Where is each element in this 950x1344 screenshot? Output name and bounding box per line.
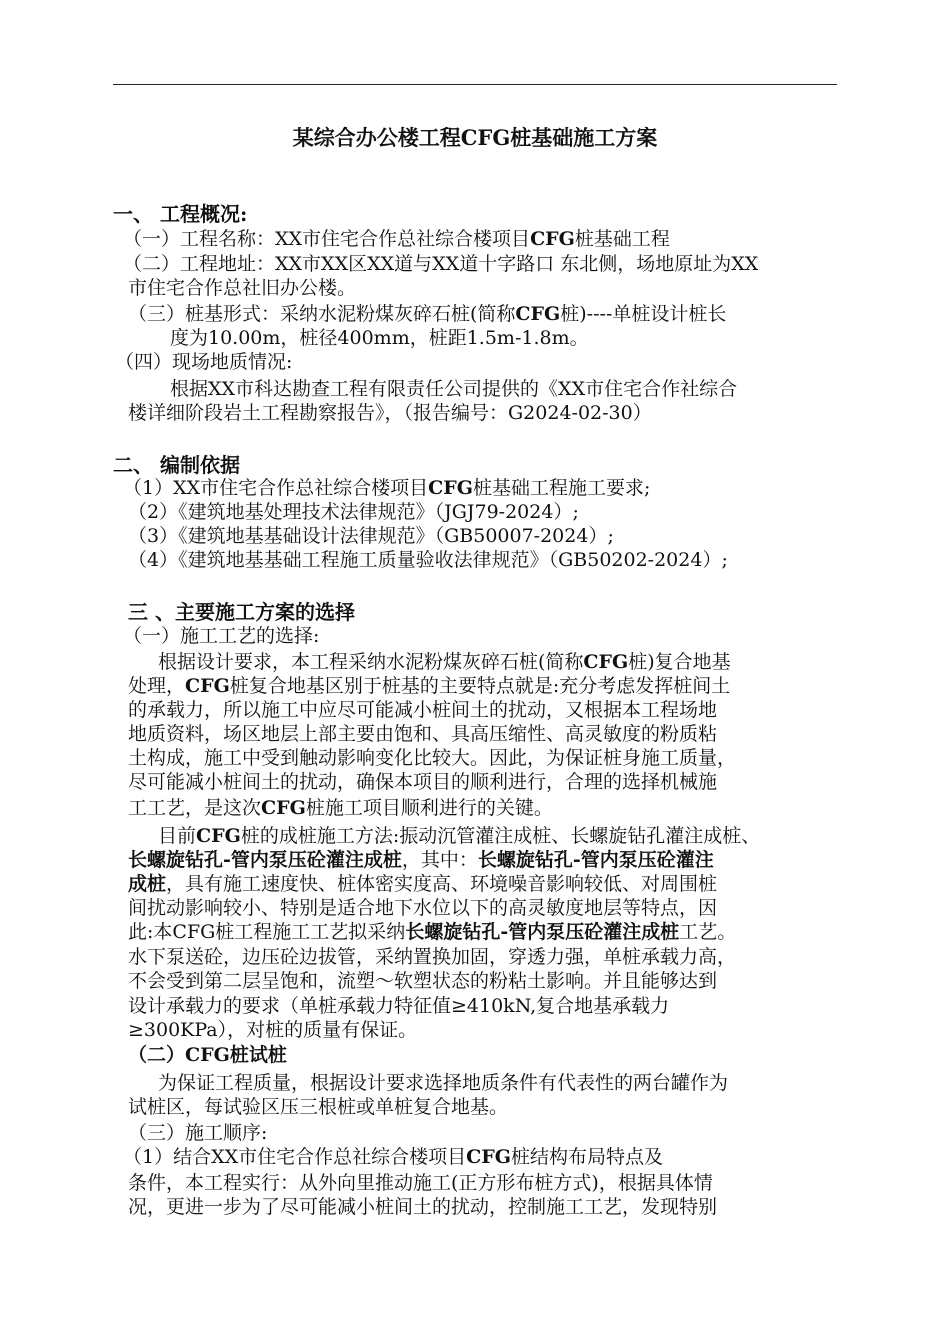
text-run: 桩施工项目顺利进行的关键。 xyxy=(305,797,553,819)
text-line xyxy=(170,326,589,350)
text-line xyxy=(128,1195,717,1219)
text-run: 间扰动影响较小、特别是适合地下水位以下的高灵敏度地层等特点，因 xyxy=(128,897,718,919)
text-run: （4）《建筑地基基础工程施工质量验收法律规范》（GB50202-2024）; xyxy=(128,549,728,571)
text-run: CFG xyxy=(185,675,230,697)
text-run: CFG xyxy=(428,477,473,499)
text-run: 楼详细阶段岩土工程勘察报告》，（报告编号：G2024-02-30） xyxy=(128,402,652,424)
text-line xyxy=(128,548,728,572)
text-line xyxy=(123,227,670,251)
text-run: 三 、主要施工方案的选择 xyxy=(128,600,355,624)
text-run: 不会受到第二层呈饱和，流塑～软塑状态的粉粘土影响。并且能够达到 xyxy=(128,970,718,992)
text-run: （二）CFG桩试桩 xyxy=(128,1044,287,1066)
text-line xyxy=(128,1121,267,1145)
text-run: 桩的成桩施工方法:振动沉管灌注成桩、长螺旋钻孔灌注成桩、 xyxy=(240,825,761,847)
text-line xyxy=(128,896,717,920)
text-run: 试桩区，每试验区压三根桩或单桩复合地基。 xyxy=(128,1096,509,1118)
text-run: 设计承载力的要求（单桩承载力特征值≥410kN,复合地基承载力 xyxy=(128,995,670,1017)
text-line xyxy=(128,872,717,896)
text-run: 此:本CFG桩工程施工工艺拟采纳 xyxy=(128,921,406,943)
text-run: CFG xyxy=(583,651,629,673)
text-run: 成桩 xyxy=(128,873,167,895)
text-line xyxy=(128,1043,287,1067)
text-line xyxy=(128,1171,838,1195)
text-run: （二）工程地址：XX市XX区XX道与XX道十字路口 东北侧，场地原址为XX xyxy=(123,253,759,275)
text-run: 根据设计要求，本工程采纳水泥粉煤灰碎石桩(简称 xyxy=(158,651,584,673)
text-run: 长螺旋钻孔-管内泵压砼灌注成桩 xyxy=(128,849,402,871)
text-line xyxy=(128,1018,417,1042)
text-run: 处理， xyxy=(128,675,186,697)
header-rule xyxy=(113,84,837,85)
text-line xyxy=(128,401,652,425)
text-line xyxy=(128,722,717,746)
text-line xyxy=(170,377,737,401)
text-run: 的承载力，所以施工中应尽可能减小桩间土的扰动，又根据本工程场地 xyxy=(128,699,718,721)
text-run: CFG xyxy=(530,228,575,250)
text-line xyxy=(115,350,292,374)
text-run: CFG xyxy=(466,1146,511,1168)
text-run: 桩)----单桩设计桩长 xyxy=(560,303,727,325)
text-line xyxy=(123,476,650,500)
text-line xyxy=(128,276,356,300)
text-run: 长螺旋钻孔-管内泵压砼灌注成桩 xyxy=(405,921,680,943)
text-run: ，具有施工速度快、桩体密实度高、环境噪音影响较低、对周围桩 xyxy=(166,873,718,895)
text-run: 地质资料，场区地层上部主要由饱和、具高压缩性、高灵敏度的粉质粘 xyxy=(128,723,718,745)
text-run: 土构成，施工中受到触动影响变化比较大。因此，为保证桩身施工质量， xyxy=(128,747,737,769)
text-run: （一）施工工艺的选择: xyxy=(123,625,320,647)
text-run: 二、 编制依据 xyxy=(113,453,240,477)
text-line xyxy=(123,252,758,276)
text-run: 桩基础工程 xyxy=(574,228,670,250)
text-line xyxy=(123,1145,735,1169)
text-line xyxy=(128,674,730,698)
text-line xyxy=(128,524,614,548)
text-run: 度为10.00m，桩径400mm，桩距1.5m-1.8m。 xyxy=(170,327,589,349)
section-heading xyxy=(113,202,247,226)
text-run: 桩结构布局特点及 xyxy=(511,1146,664,1168)
text-run: ，其中： xyxy=(401,849,478,871)
text-run: CFG xyxy=(261,797,306,819)
section-heading xyxy=(128,600,355,624)
text-run: 工工艺，是这次 xyxy=(128,797,262,819)
text-run: 目前 xyxy=(158,825,197,847)
text-run: 市住宅合作总社旧办公楼。 xyxy=(128,277,357,299)
text-run: 桩基础工程施工要求; xyxy=(473,477,651,499)
text-line xyxy=(158,1071,728,1095)
text-line xyxy=(128,698,717,722)
text-line xyxy=(128,302,726,326)
text-run: 水下泵送砼，边压砼边拔管，采纳置换加固，穿透力强，单桩承载力高， xyxy=(128,946,737,968)
section-heading xyxy=(113,453,240,477)
text-run: （四）现场地质情况: xyxy=(115,351,293,373)
text-line xyxy=(158,824,760,848)
text-run: 条件，本工程实行：从外向里推动施工(正方形布桩方式)，根据具体情 xyxy=(128,1172,713,1194)
text-run: （1）结合XX市住宅合作总社综合楼项目 xyxy=(123,1146,467,1168)
text-run: （三）桩基形式：采纳水泥粉煤灰碎石桩(简称 xyxy=(128,303,516,325)
text-run: 根据XX市科达勘查工程有限责任公司提供的《XX市住宅合作社综合 xyxy=(170,378,738,400)
text-line xyxy=(128,770,717,794)
document-title: 某综合办公楼工程CFG桩基础施工方案 xyxy=(292,125,658,150)
text-run: 桩)复合地基 xyxy=(628,651,731,673)
text-run: （一）工程名称：XX市住宅合作总社综合楼项目 xyxy=(123,228,531,250)
text-line xyxy=(158,650,731,674)
text-run: ≥300KPa），对桩的质量有保证。 xyxy=(128,1019,418,1041)
text-run: （1）XX市住宅合作总社综合楼项目 xyxy=(123,477,429,499)
text-run: CFG xyxy=(515,303,561,325)
text-run: 桩复合地基区别于桩基的主要特点就是:充分考虑发挥桩间土 xyxy=(229,675,731,697)
text-line xyxy=(128,796,553,820)
text-run: 况，更进一步为了尽可能减小桩间土的扰动，控制施工工艺，发现特别 xyxy=(128,1196,718,1218)
text-run: 尽可能减小桩间土的扰动，确保本项目的顺利进行，合理的选择机械施 xyxy=(128,771,718,793)
text-run: 工艺。 xyxy=(679,921,737,943)
text-line xyxy=(128,994,669,1018)
text-line xyxy=(128,500,579,524)
text-line xyxy=(128,1095,508,1119)
text-line xyxy=(128,969,717,993)
text-line xyxy=(128,848,714,872)
text-line xyxy=(128,746,736,770)
text-run: 为保证工程质量，根据设计要求选择地质条件有代表性的两台罐作为 xyxy=(158,1072,729,1094)
text-line xyxy=(123,624,319,648)
text-line xyxy=(128,920,736,944)
text-run: （2）《建筑地基处理技术法律规范》（JGJ79-2024）; xyxy=(128,501,579,523)
text-run: 一、 工程概况: xyxy=(113,202,248,226)
text-run: CFG xyxy=(196,825,241,847)
text-run: （3）《建筑地基基础设计法律规范》（GB50007-2024）; xyxy=(128,525,614,547)
text-line xyxy=(128,945,736,969)
text-run: 长螺旋钻孔-管内泵压砼灌注 xyxy=(477,849,714,871)
text-run: （三）施工顺序: xyxy=(128,1122,268,1144)
